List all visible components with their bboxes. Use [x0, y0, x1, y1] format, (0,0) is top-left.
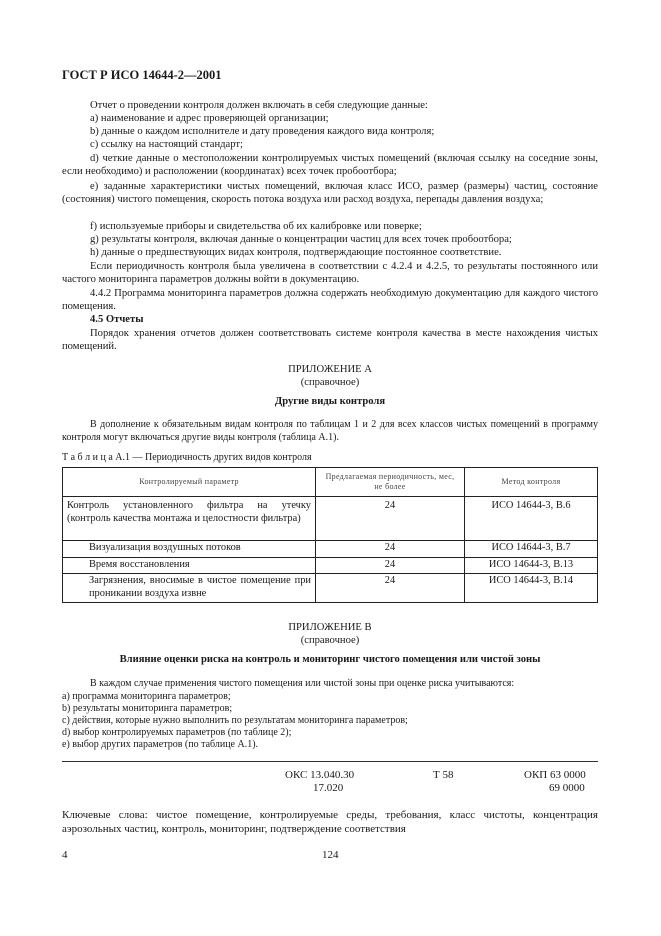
clause-4-5-title: 4.5 Отчеты [90, 314, 144, 325]
column-header-parameter: Контролируемый параметр [63, 468, 316, 497]
annex-b-item-d: d) выбор контролируемых параметров (по таблице 2); [62, 727, 292, 738]
annex-b-title: Влияние оценки риска на контроль и мониторинг чистого помещения или чистой зоны [119, 654, 541, 665]
cell-method: ИСО 14644-3, В.13 [465, 557, 598, 574]
cell-parameter: Контроль установленного фильтра на утечку (контроль качества монтажа и целостности фильтра) [63, 497, 316, 541]
cell-method: ИСО 14644-3, В.7 [465, 541, 598, 558]
frequency-note: Если периодичность контроля была увеличена в соответствии с 4.2.4 и 4.2.5, то результаты постоянного или частого мониторинга параметров должны войти в документацию. [62, 261, 598, 285]
control-table [62, 467, 598, 603]
annex-b-heading: ПРИЛОЖЕНИЕ В [288, 622, 372, 633]
report-item-g: g) результаты контроля, включая данные о концентрации частиц для всех точек пробоотбора; [90, 234, 512, 245]
cell-period: 24 [316, 541, 465, 558]
okp-code-2: 69 0000 [549, 782, 585, 794]
annex-a-heading: ПРИЛОЖЕНИЕ А [288, 364, 372, 375]
page-number-left: 4 [62, 849, 68, 861]
annex-b-status: (справочное) [300, 635, 360, 646]
cell-method: ИСО 14644-3, В.6 [465, 497, 598, 541]
cell-parameter: Загрязнения, вносимые в чистое помещение при проникании воздуха извне [63, 574, 316, 603]
annex-b-item-c: с) действия, которые нужно выполнить по результатам мониторинга параметров; [62, 715, 408, 726]
oks-code-2: 17.020 [313, 782, 344, 794]
oks-code-1: ОКС 13.040.30 [285, 769, 355, 781]
page-number-center: 124 [322, 849, 339, 861]
clause-4-4-2: 4.4.2 Программа мониторинга параметров должна содержать необходимую документацию для каждого чистого помещения. [62, 288, 598, 312]
report-item-d: d) четкие данные о местоположении контролируемых чистых помещений (включая ссылку на соседние зоны, если необходимо) и расположении (координатах) всех точек пробоотбора; [62, 153, 598, 177]
report-item-f: f) используемые приборы и свидетельства об их калибровке или поверке; [90, 221, 422, 232]
table-row [63, 541, 598, 558]
table-row [63, 574, 598, 603]
cell-period: 24 [316, 557, 465, 574]
annex-b-intro: В каждом случае применения чистого помещения или чистой зоны при оценке риска учитываются: [90, 678, 515, 689]
cell-parameter: Время восстановления [63, 557, 316, 574]
column-header-period: Предлагаемая периодичность, мес, не более [316, 468, 465, 497]
report-item-b: b) данные о каждом исполнителе и дату проведения каждого вида контроля; [90, 126, 435, 137]
report-item-h: h) данные о предшествующих видах контроля, подтверждающие постоянное соответствие. [90, 247, 502, 258]
annex-b-item-e: е) выбор других параметров (по таблице А.1). [62, 739, 259, 750]
annex-a-title: Другие виды контроля [274, 396, 386, 407]
cell-period: 24 [316, 497, 465, 541]
table-header-row [63, 468, 598, 497]
cell-method: ИСО 14644-3, В.14 [465, 574, 598, 603]
report-item-c: c) ссылку на настоящий стандарт; [90, 139, 243, 150]
annex-b-item-a: а) программа мониторинга параметров; [62, 691, 231, 702]
okp-code-1: ОКП 63 0000 [524, 769, 586, 781]
report-item-e: e) заданные характеристики чистых помещений, включая класс ИСО, размер (размеры) частиц, состояние (состояния) чистого помещения, скорость потока воздуха или расход воздуха, перепады давления воздуха; [62, 181, 598, 205]
table-row [63, 557, 598, 574]
report-intro: Отчет о проведении контроля должен включать в себя следующие данные: [90, 100, 428, 111]
annex-a-status: (справочное) [300, 377, 360, 388]
table-row [63, 497, 598, 541]
document-header: ГОСТ Р ИСО 14644-2—2001 [62, 68, 222, 82]
annex-a-intro: В дополнение к обязательным видам контроля по таблицам 1 и 2 для всех классов чистых помещений в программу контроля могут включаться другие виды контроля (таблица А.1). [62, 419, 598, 443]
column-header-method: Метод контроля [465, 468, 598, 497]
report-item-a: a) наименование и адрес проверяющей организации; [90, 113, 329, 124]
t-code: Т 58 [433, 769, 454, 781]
table-caption: Т а б л и ц а А.1 — Периодичность других видов контроля [62, 452, 312, 463]
cell-parameter: Визуализация воздушных потоков [63, 541, 316, 558]
keywords: Ключевые слова: чистое помещение, контролируемые среды, требования, класс чистоты, концентрация аэрозольных частиц, контроль, мониторинг, подтверждение соответствия [62, 809, 598, 835]
separator-line [62, 761, 598, 762]
cell-period: 24 [316, 574, 465, 603]
clause-4-5-text: Порядок хранения отчетов должен соответствовать системе контроля качества в месте нахождения чистых помещений. [62, 328, 598, 352]
annex-b-item-b: b) результаты мониторинга параметров; [62, 703, 233, 714]
